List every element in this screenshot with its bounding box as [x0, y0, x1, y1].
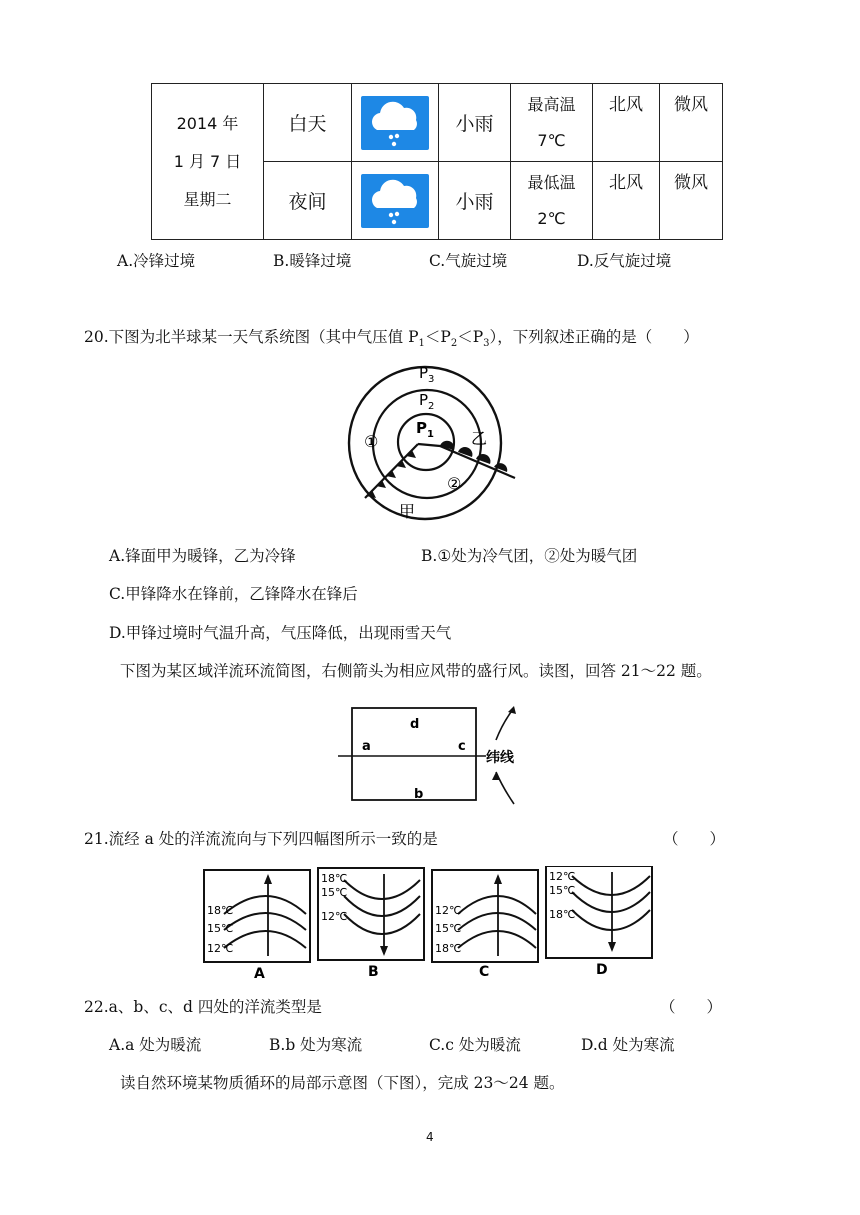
- q20-option-b: B.①处为冷气团，②处为暖气团: [421, 547, 638, 565]
- panel-d-letter: D: [596, 962, 608, 978]
- label-latitude: 纬线: [486, 750, 514, 766]
- label-c: c: [458, 739, 466, 754]
- q20-option-a: A.锋面甲为暖锋，乙为冷锋: [109, 547, 296, 565]
- q19-option-b: B.暖锋过境: [273, 252, 352, 270]
- ocean-current-figure: [338, 700, 524, 812]
- q20-stem: 20.下图为北半球某一天气系统图（其中气压值 $P_1<P_2<P_3$），下列叙述正确的是（ ）: [84, 328, 699, 350]
- day-wind-power: 微风: [660, 84, 723, 162]
- panel-c-letter: C: [479, 964, 490, 980]
- panel-b-letter: B: [368, 964, 379, 980]
- weather-table: [151, 83, 723, 240]
- q22-option-d: D.d 处为寒流: [581, 1036, 675, 1054]
- svg-text:15℃: 15℃: [549, 884, 576, 897]
- day-icon-cell: [352, 84, 439, 162]
- page-number: 4: [426, 1130, 434, 1144]
- label-d: d: [410, 717, 420, 732]
- day-period: 白天: [264, 84, 352, 162]
- night-temp-value: 2℃: [537, 208, 566, 228]
- svg-text:18℃: 18℃: [549, 908, 576, 921]
- night-condition: 小雨: [439, 162, 511, 240]
- night-icon-cell: [352, 162, 439, 240]
- cyclone-figure: [340, 358, 520, 523]
- date-weekday: 星期二: [183, 189, 232, 209]
- night-temp-label: 最低温: [527, 172, 576, 192]
- q20-option-c: C.甲锋降水在锋前，乙锋降水在锋后: [109, 585, 358, 603]
- night-wind-power: 微风: [660, 162, 723, 240]
- q22-option-c: C.c 处为暖流: [429, 1036, 521, 1054]
- intro-23-24: 读自然环境某物质循环的局部示意图（下图），完成 23～24 题。: [120, 1074, 565, 1092]
- q20-option-d: D.甲锋过境时气温升高，气压降低，出现雨雪天气: [109, 624, 452, 642]
- label-p3: $P_3$: [419, 364, 435, 385]
- panel-d: [546, 866, 652, 978]
- q19-option-d: D.反气旋过境: [577, 252, 672, 270]
- svg-text:12℃: 12℃: [549, 870, 576, 883]
- day-wind-direction: 北风: [593, 84, 660, 162]
- svg-text:12℃: 12℃: [435, 904, 462, 917]
- panel-a: [204, 870, 310, 982]
- q22-answer-paren: （ ）: [660, 998, 723, 1016]
- date-cell: [152, 84, 264, 240]
- svg-text:18℃: 18℃: [321, 872, 348, 885]
- isotherm-panels: [202, 866, 662, 982]
- label-region-2: ②: [447, 474, 462, 493]
- day-temp-cell: [511, 84, 593, 162]
- q22-option-b: B.b 处为寒流: [269, 1036, 363, 1054]
- svg-text:18℃: 18℃: [435, 942, 462, 955]
- svg-text:12℃: 12℃: [207, 942, 234, 955]
- svg-text:18℃: 18℃: [207, 904, 234, 917]
- rain-cloud-icon: [361, 174, 429, 228]
- q19-option-a: A.冷锋过境: [117, 252, 196, 270]
- day-temp-label: 最高温: [527, 94, 576, 114]
- label-a: a: [362, 739, 371, 754]
- svg-text:15℃: 15℃: [207, 922, 234, 935]
- panel-c: [432, 870, 538, 980]
- label-p1: $P_1$: [416, 419, 434, 440]
- day-condition: 小雨: [439, 84, 511, 162]
- label-region-1: ①: [364, 432, 379, 451]
- svg-text:15℃: 15℃: [435, 922, 462, 935]
- q22-stem: 22.a、b、c、d 四处的洋流类型是: [84, 998, 322, 1016]
- panel-b: [318, 868, 424, 980]
- night-wind-direction: 北风: [593, 162, 660, 240]
- q21-answer-paren: （ ）: [663, 830, 726, 848]
- date-year: 2014 年: [176, 113, 239, 133]
- date-day: 1 月 7 日: [173, 151, 242, 171]
- label-b: b: [414, 787, 424, 802]
- label-front-yi: 乙: [471, 429, 488, 448]
- svg-text:15℃: 15℃: [321, 886, 348, 899]
- night-temp-cell: [511, 162, 593, 240]
- label-front-jia: 甲: [399, 502, 416, 521]
- panel-a-letter: A: [254, 966, 265, 982]
- q19-option-c: C.气旋过境: [429, 252, 508, 270]
- day-temp-value: 7℃: [537, 130, 566, 150]
- svg-text:12℃: 12℃: [321, 910, 348, 923]
- trade-wind-arrow-lower: [496, 772, 514, 804]
- intro-21-22: 下图为某区域洋流环流简图，右侧箭头为相应风带的盛行风。读图，回答 21～22 题。: [120, 662, 712, 680]
- q22-option-a: A.a 处为暖流: [109, 1036, 202, 1054]
- label-p2: $P_2$: [419, 391, 435, 412]
- q21-stem: 21.流经 a 处的洋流流向与下列四幅图所示一致的是: [84, 830, 438, 848]
- night-period: 夜间: [264, 162, 352, 240]
- rain-cloud-icon: [361, 96, 429, 150]
